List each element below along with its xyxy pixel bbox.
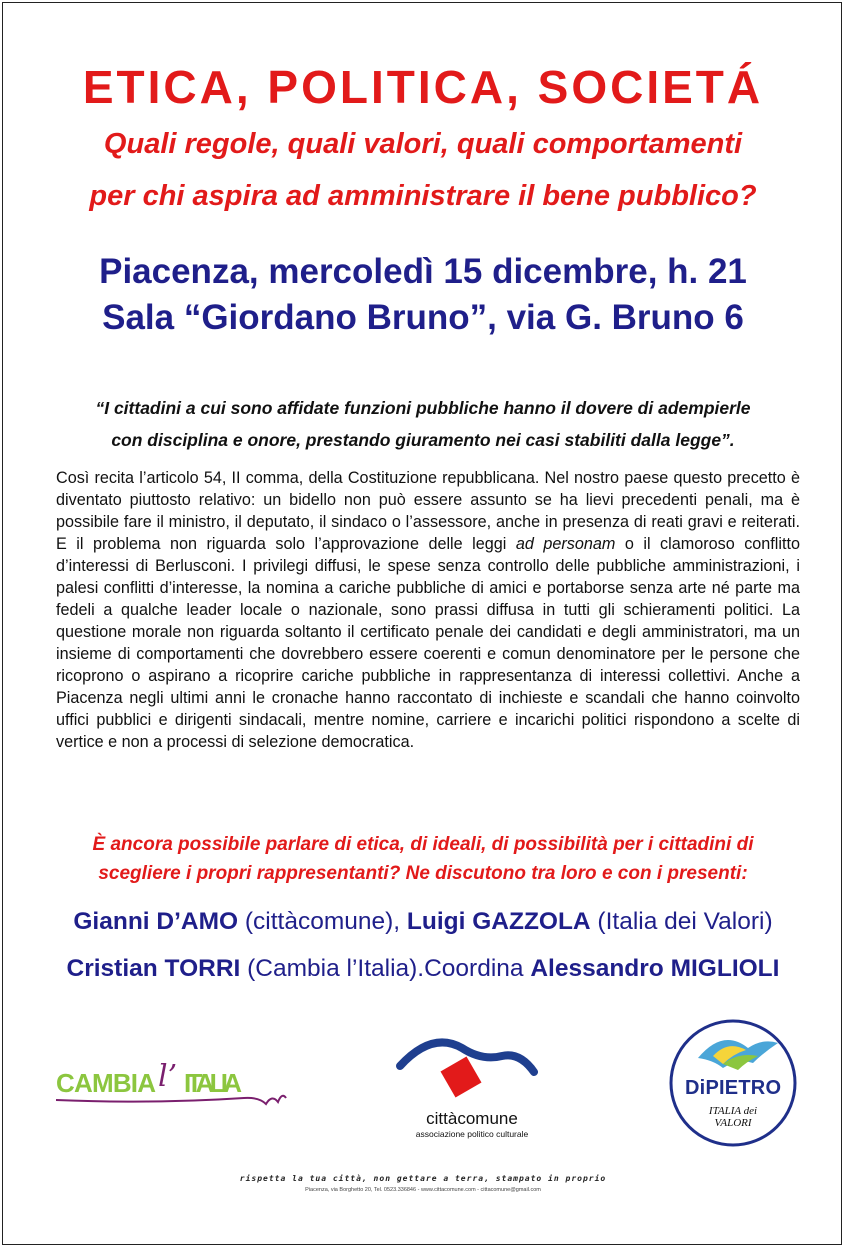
citta-square	[441, 1057, 482, 1098]
dipietro-logo	[668, 1018, 798, 1148]
poster-title: ETICA, POLITICA, SOCIETÁ	[82, 61, 764, 113]
speakers-line-1	[0, 908, 846, 936]
event-date: Piacenza, mercoledì 15 dicembre, h. 21	[99, 252, 747, 291]
speaker-3-org: (Cambia l’Italia).Coordina	[240, 955, 531, 982]
event-venue: Sala “Giordano Bruno”, via G. Bruno 6	[102, 298, 744, 337]
quote-line-2: con disciplina e onore, prestando giuramento nei casi stabiliti dalla legge”.	[111, 430, 735, 450]
body-italic: ad personam	[515, 535, 616, 553]
cambia-italia-logo	[54, 1052, 294, 1122]
cambia-text: CAMBIA	[56, 1068, 156, 1098]
question-line-1: È ancora possibile parlare di etica, di ideali, di possibilità per i cittadini di	[92, 834, 754, 855]
body-part-2: o il clamoroso conflitto d’interessi di Berlusconi. I privilegi diffusi, le spese senza controllo delle pubbliche amministrazioni, i palesi conflitti d’interesse, la nomina a cariche pubbliche di amici e portaborse senza arte né parte ma fedeli a qualche leader locale o nazionale, sono prassi diffusa in tutti gli schieramenti politici. La questione morale non riguarda soltanto il certificato penale dei candidati e degli amministratori, ma un insieme di comportamenti che dovrebbero essere coerenti e comun denominatore per le persone che ricoprono o aspirano a ricoprire cariche pubbliche in rappresentanza di interessi collettivi. Anche a Piacenza negli ultimi anni le cronache hanno raccontato di inchieste e scandali che hanno coinvolto uffici pubblici e dirigenti sindacali, mentre nomine, carriere e incarichi politici rispondono a scelte di vertice e non a processi di selezione democratica.	[56, 535, 800, 751]
subtitle-line-1: Quali regole, quali valori, quali comportamenti	[103, 128, 743, 160]
speaker-2-name: Luigi GAZZOLA	[406, 908, 591, 935]
speaker-1-org: (cittàcomune),	[238, 908, 407, 935]
body-part-1: Così recita l’articolo 54, II comma, della Costituzione repubblicana. Nel nostro paese questo precetto è diventato piuttosto relativo: un bidello non può essere assunto se ha lievi precedenti penali, ma è possibile fare il ministro, il deputato, il sindaco o l’assessore, anche in presenza di reati gravi e reiterati. E il problema non riguarda solo l’approvazione delle leggi	[56, 469, 800, 553]
citta-tagline: associazione politico culturale	[415, 1129, 529, 1139]
speaker-1-name: Gianni D’AMO	[73, 908, 239, 935]
dipietro-line-1: ITALIA dei	[708, 1105, 758, 1117]
moderator-name: Alessandro MIGLIOLI	[530, 955, 780, 982]
cambia-script: l’	[158, 1059, 178, 1094]
speaker-3-name: Cristian TORRI	[66, 955, 241, 982]
footer-contacts: Piacenza, via Borghetto 20, Tel. 0523.336846 - www.cittacomune.com - cittacomune@gmail.com	[305, 1187, 541, 1193]
speakers-line-2	[0, 955, 846, 983]
footer-slogan: rispetta la tua città, non gettare a terra, stampato in proprio	[239, 1174, 607, 1183]
question-line-2: scegliere i propri rappresentanti? Ne discutono tra loro e con i presenti:	[98, 863, 748, 884]
cittacomune-logo	[392, 1026, 552, 1146]
speaker-2-org: (Italia dei Valori)	[590, 908, 773, 935]
quote-line-1: “I cittadini a cui sono affidate funzioni pubbliche hanno il dovere di adempierle	[95, 398, 751, 418]
dipietro-line-2: VALORI	[714, 1117, 752, 1129]
citta-name: cittàcomune	[426, 1109, 518, 1128]
subtitle-line-2: per chi aspira ad amministrare il bene pubblico?	[89, 180, 757, 212]
italia-text: ITALIA	[184, 1068, 242, 1098]
body-paragraph	[56, 467, 800, 753]
dipietro-name: DiPIETRO	[685, 1077, 781, 1099]
